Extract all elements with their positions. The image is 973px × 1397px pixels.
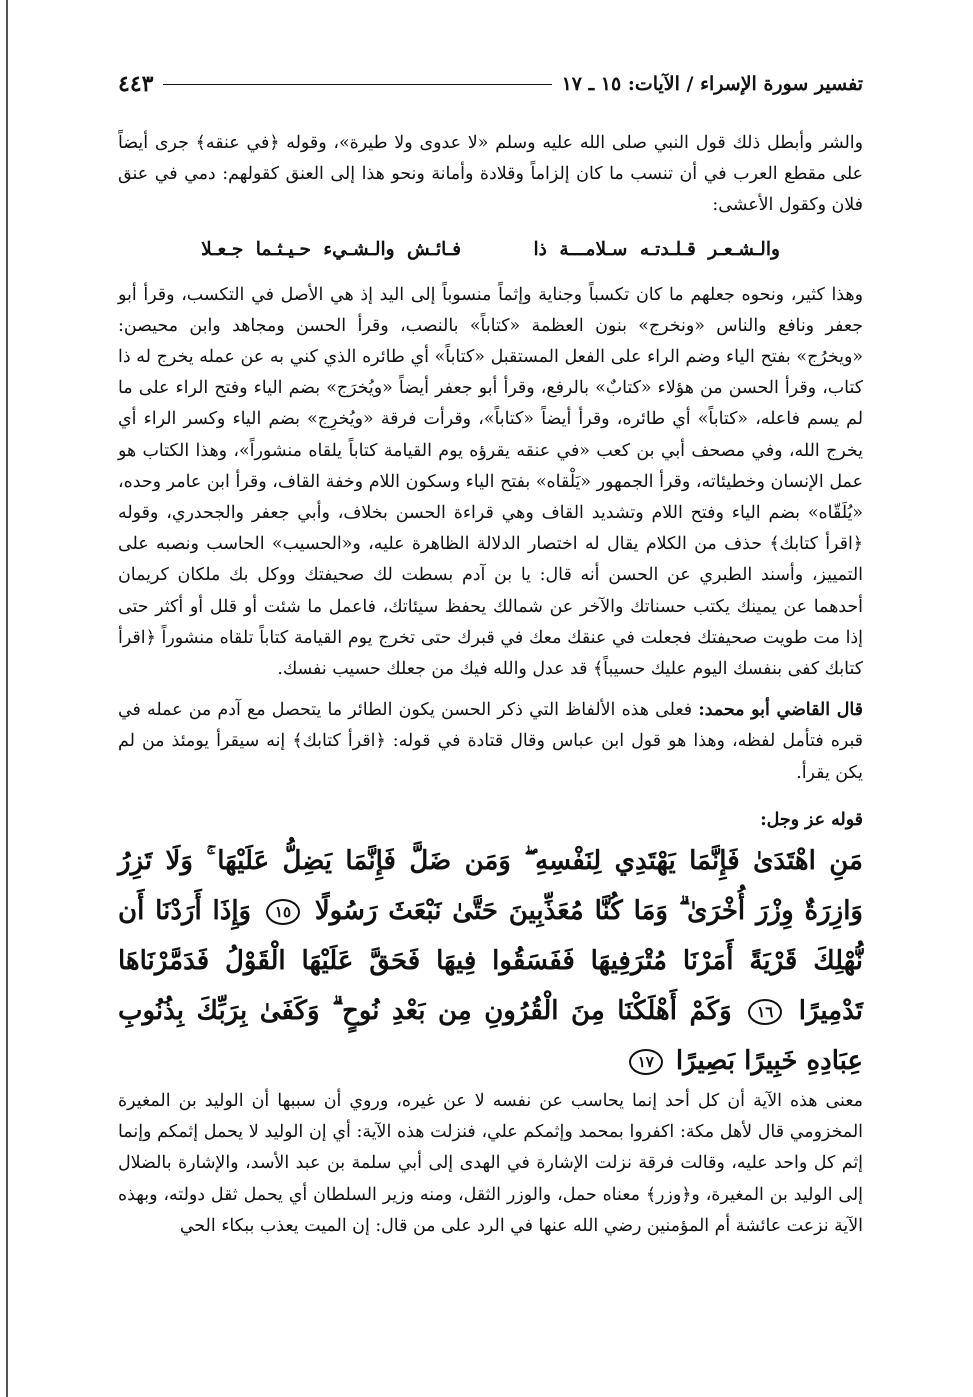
page-body <box>118 128 863 1242</box>
spacer <box>118 685 863 695</box>
quran-verse-16: وَإِذَا أَرَدْنَا أَن نُّهْلِكَ قَرْيَةً أَمَرْنَا مُتْرَفِيهَا فَفَسَقُوا فِيهَا فَحَقَّ عَلَيْهَا الْقَوْلُ فَدَمَّرْنَاهَا تَدْمِيرًا <box>118 896 863 1027</box>
quran-verse-17: وَكَمْ أَهْلَكْنَا مِنَ الْقُرُونِ مِن بَعْدِ نُوحٍ ۗ وَكَفَىٰ بِرَبِّكَ بِذُنُوبِ عِبَادِهِ خَبِيرًا بَصِيرًا <box>118 996 863 1077</box>
quran-verse-15: مَنِ اهْتَدَىٰ فَإِنَّمَا يَهْتَدِي لِنَفْسِهِ ۖ وَمَن ضَلَّ فَإِنَّمَا يَضِلُّ عَلَيْهَا ۚ وَلَا تَزِرُ وَازِرَةٌ وِزْرَ أُخْرَىٰ ۗ وَمَا كُنَّا مُعَذِّبِينَ حَتَّىٰ نَبْعَثَ رَسُولًا <box>118 846 863 927</box>
paragraph-2: وهذا كثير، ونحوه جعلهم ما كان تكسباً وجناية وإثماً منسوباً إلى اليد إذ هي الأصل في التكسب، وقرأ أبو جعفر ونافع والناس «ونخرج» بنون العظمة «كتاباً» بالنصب، وقرأ الحسن ومجاهد وابن محيصن: «ويخرُج» بفتح الياء وضم الراء على الفعل المستقبل «كتاباً» أي طائره الذي كني به عن عمله يخرج له ذا كتاب، وقرأ الحسن من هؤلاء «كتابٌ» بالرفع، وقرأ أبو جعفر أيضاً «ويُخرَج» بضم الياء وفتح الراء على ما لم يسم فاعله، «كتاباً» أي طائره، وقرأ أيضاً «كتاباً»، وقرأت فرقة «ويُخرِج» بضم الياء وكسر الراء أي يخرج الله، وفي مصحف أبي بن كعب «في عنقه يقرؤه يوم القيامة كتاباً يلقاه منشوراً»، وهذا الكتاب هو عمل الإنسان وخطيئاته، وقرأ الجمهور «يَلْقاه» بفتح الياء وسكون اللام وخفة القاف، وقرأ ابن عامر وحده، «يُلَقّاه» بضم الياء وفتح اللام وتشديد القاف وهي قراءة الحسن بخلاف، وأبي جعفر والجحدري، وقوله ﴿اقرأ كتابك﴾ حذف من الكلام يقال له اختصار الدلالة الظاهرة عليه، و«الحسيب» الحاسب ونصبه على التمييز، وأسند الطبري عن الحسن أنه قال: يا بن آدم بسطت لك صحيفتك ووكل بك ملكان كريمان أحدهما عن يمينك يكتب حسناتك والآخر عن شمالك يحفظ سيئاتك، فاعمل ما شئت أو قلل أو أكثر حتى إذا مت طويت صحيفتك فجعلت في عنقك معك في قبرك حتى تخرج يوم القيامة كتاباً تلقاه منشوراً ﴿اقرأ كتابك كفى بنفسك اليوم عليك حسيباً﴾ قد عدل والله فيك من جعلك حسيب نفسك. <box>118 284 863 680</box>
page-number: ٤٤٣ <box>118 71 154 97</box>
paragraph-4: معنى هذه الآية أن كل أحد إنما يحاسب عن نفسه لا عن غيره، وروي أن سببها أن الوليد بن المغيرة المخزومي قال لأهل مكة: اكفروا بمحمد وإثمكم علي، فنزلت هذه الآية: أي إن الوليد لا يحمل إثمكم وإنما إثم كل واحد عليه، وقالت فرقة نزلت الإشارة في الهدى إلى أبي سلمة بن عبد الأسد، والإشارة بالضلال إلى الوليد بن المغيرة، و﴿وزر﴾ معناه حمل، والوزر الثقل، ومنه وزير السلطان أي يحمل ثقل دولته، وبهذه الآية نزعت عائشة أم المؤمنين رضي الله عنها في الرد على من قال: إن الميت يعذب ببكاء الحي <box>118 1091 863 1236</box>
verse-second-hemistich: فـائـش والـشـيء حـيـثـما جـعـلا <box>201 238 462 260</box>
paragraph-1: والشر وأبطل ذلك قول النبي صلى الله عليه وسلم «لا عدوى ولا طيرة»، وقوله ﴿في عنقه﴾ جرى أيضاً على مقطع العرب في أن تنسب ما كان إلزاماً وقلادة وأمانة ونحو هذا إلى العنق كقولهم: دمي في عنق فلان وكقول الأعشى: <box>118 133 863 216</box>
running-header <box>118 64 863 104</box>
paragraph-3-text: فعلى هذه الألفاظ التي ذكر الحسن يكون الطائر ما يتحصل مع آدم من عمله في قبره فتأمل لفظه، وهذا هو قول ابن عباس وقال قتادة في قوله: ﴿اقرأ كتابك﴾ إنه سيقرأ يومئذ من لم يكن يقرأ. <box>118 700 863 783</box>
verse-first-hemistich: والـشـعـر قـلـدتـه سـلامـــة ذا <box>533 238 780 260</box>
paragraph-3-lead: قال القاضي أبو محمد: <box>698 700 863 721</box>
poetry-verse <box>118 228 863 272</box>
ayah-number-15: ١٥ <box>266 899 300 925</box>
quran-verses <box>118 836 863 1086</box>
header-title: تفسير سورة الإسراء / الآيات: ١٥ ـ ١٧ <box>561 73 863 95</box>
paragraph-3 <box>118 695 863 789</box>
page-edge-rule <box>6 0 8 1397</box>
quran-intro: قوله عز وجل: <box>760 809 863 830</box>
header-rule <box>163 84 551 85</box>
ayah-number-17: ١٧ <box>629 1049 663 1075</box>
ayah-number-16: ١٦ <box>748 999 782 1025</box>
